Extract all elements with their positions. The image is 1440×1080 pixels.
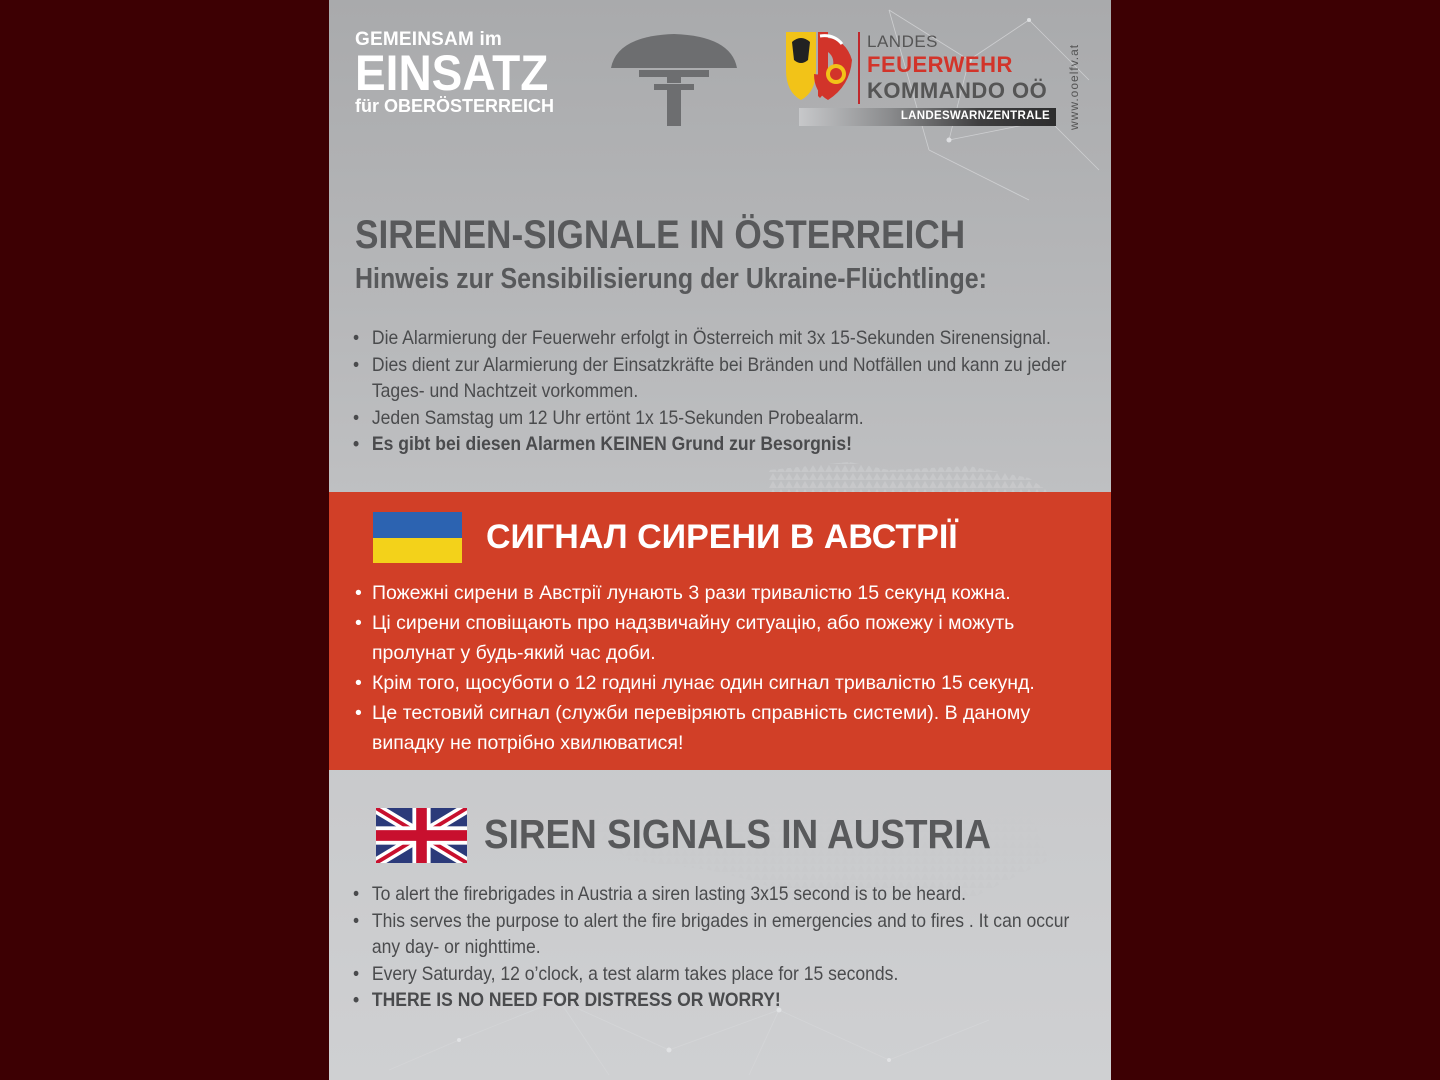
- fire-brigade-logo: [784, 30, 1084, 130]
- ukrainian-bullet-list: [355, 578, 1111, 758]
- list-item-continuation: any day- or nighttime.: [371, 936, 541, 958]
- german-bullet-list: [353, 325, 1100, 458]
- german-subtitle: Hinweis zur Sensibilisierung der Ukraine-Flüchtlinge:: [355, 263, 987, 295]
- org-subtitle-bar: [799, 108, 1056, 126]
- logo-divider: [858, 32, 860, 104]
- list-item-continuation: пролунат у будь-який час доби.: [372, 642, 656, 664]
- list-item: • To alert the firebrigades in Austria a siren lasting 3x15 second is to be heard.: [353, 881, 1100, 908]
- org-name-line1: LANDES: [867, 32, 939, 51]
- org-subtitle: LANDESWARNZENTRALE: [900, 110, 1050, 122]
- org-name-line3: KOMMANDO OÖ: [867, 78, 1048, 103]
- coat-of-arms-icon: [784, 30, 854, 102]
- list-item: • Це тестовий сигнал (служби перевіряють справність системи). В даному: [355, 698, 1111, 728]
- german-title: SIRENEN-SIGNALE IN ÖSTERREICH: [355, 213, 966, 257]
- org-name-line2: FEUERWEHR: [867, 52, 1013, 77]
- list-item: • THERE IS NO NEED FOR DISTRESS OR WORRY!: [353, 987, 1100, 1014]
- website-url: www.ooelfv.at: [1067, 43, 1081, 130]
- list-item: • Es gibt bei diesen Alarmen KEINEN Grund zur Besorgnis!: [353, 431, 1100, 458]
- list-item: • Ці сирени сповіщають про надзвичайну ситуацію, або пожежу і можуть: [355, 608, 1111, 638]
- list-item: • Jeden Samstag um 12 Uhr ertönt 1x 15-Sekunden Probealarm.: [353, 405, 1100, 432]
- campaign-brand: [355, 30, 565, 116]
- list-item: • Пожежні сирени в Австрії лунають 3 рази тривалістю 15 секунд кожна.: [355, 578, 1111, 608]
- list-item: • Die Alarmierung der Feuerwehr erfolgt in Österreich mit 3x 15-Sekunden Sirenensignal.: [353, 325, 1100, 352]
- ukrainian-section: [329, 492, 1111, 770]
- english-title: SIREN SIGNALS IN AUSTRIA: [484, 811, 992, 857]
- siren-icon: [609, 28, 739, 128]
- list-item: • Every Saturday, 12 o’clock, a test alarm takes place for 15 seconds.: [353, 961, 1100, 988]
- brand-main-word: EINSATZ: [355, 45, 549, 101]
- list-item: • Dies dient zur Alarmierung der Einsatzkräfte bei Bränden und Notfällen und kann zu jeder: [353, 352, 1100, 379]
- list-item-continuation: випадку не потрібно хвилюватися!: [372, 732, 684, 754]
- list-item: • Крім того, щосуботи о 12 годині лунає один сигнал тривалістю 15 секунд.: [355, 668, 1111, 698]
- brand-top-line: GEMEINSAM im: [355, 29, 503, 50]
- brand-bottom-line: für OBERÖSTERREICH: [355, 96, 555, 116]
- list-item-continuation: Tages- und Nachtzeit vorkommen.: [371, 380, 639, 402]
- list-item: • This serves the purpose to alert the fire brigades in emergencies and to fires . It can occur: [353, 908, 1100, 935]
- uk-flag-icon: [376, 808, 467, 863]
- ukrainian-title: СИГНАЛ СИРЕНИ В АВСТРІЇ: [486, 518, 958, 556]
- english-bullet-list: [353, 881, 1100, 1014]
- siren-poster: [329, 0, 1111, 1080]
- ukraine-flag-icon: [373, 512, 462, 563]
